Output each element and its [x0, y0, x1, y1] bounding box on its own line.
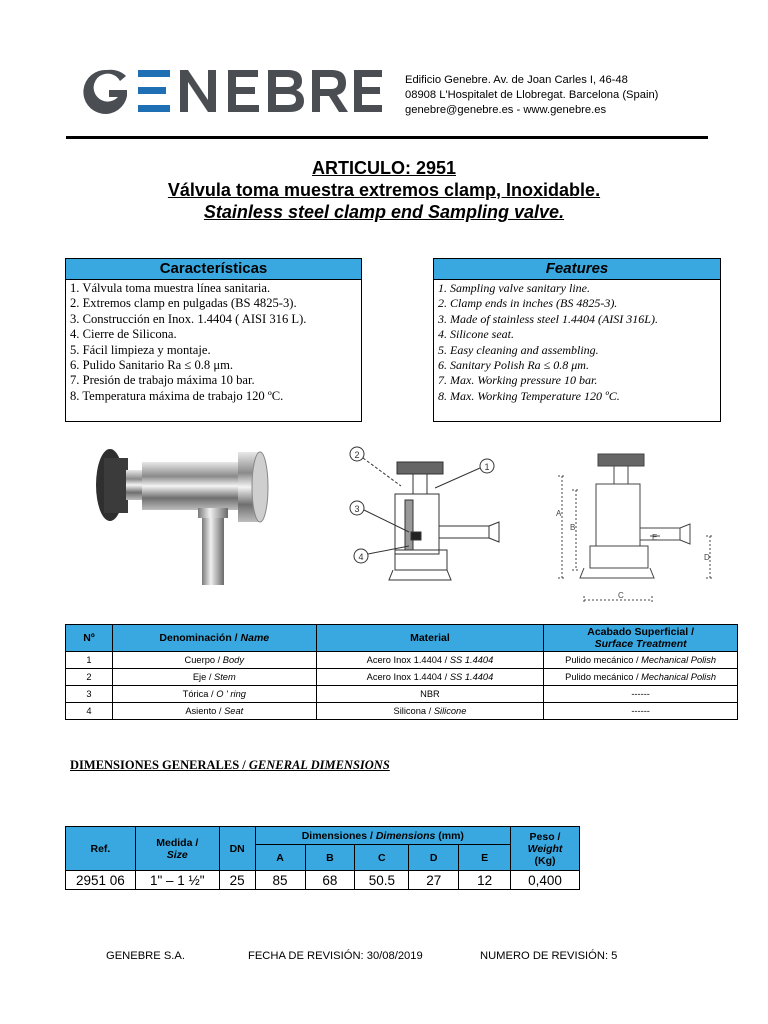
cell-material-es: NBR [420, 689, 440, 699]
parts-table [65, 624, 738, 720]
dimensions-title [70, 758, 390, 773]
list-item: 5. Fácil limpieza y montaje. [70, 342, 211, 357]
list-item: 2. Clamp ends in inches (BS 4825-3). [438, 296, 618, 311]
col-size-en: Size [166, 848, 188, 861]
list-item: 3. Construcción en Inox. 1.4404 ( AISI 316 L). [70, 311, 307, 326]
dim-label-e: E [652, 533, 658, 542]
cell-ref: 2951 06 [66, 871, 136, 890]
col-dimensions [255, 827, 510, 845]
company-address [405, 73, 658, 118]
cell-material-es: Silicona / [393, 706, 434, 716]
cell-finish [544, 703, 738, 720]
cell-finish-es: Pulido mecánico / [565, 655, 642, 665]
cell-name-en: Seat [224, 706, 244, 716]
col-c: C [355, 845, 409, 871]
list-item: 7. Max. Working pressure 10 bar. [438, 373, 598, 388]
cell-material [316, 669, 544, 686]
cell-finish [544, 669, 738, 686]
caracteristicas-heading: Características [66, 259, 361, 280]
cell-material-es: Acero Inox 1.4404 / [366, 672, 450, 682]
parts-header-row [66, 625, 738, 652]
cell-finish-en: Mechanical Polish [641, 672, 717, 682]
product-photo [90, 440, 290, 600]
col-b: B [305, 845, 355, 871]
col-ref: Ref. [66, 827, 136, 871]
footer-revision-number: NUMERO DE REVISIÓN: 5 [480, 950, 618, 962]
table-row [66, 703, 738, 720]
list-item: 4. Cierre de Silicona. [70, 327, 177, 342]
footer-revision-date: FECHA DE REVISIÓN: 30/08/2019 [248, 950, 423, 962]
list-item: 7. Presión de trabajo máxima 10 bar. [70, 373, 255, 388]
cell-name-en: Body [222, 655, 244, 665]
article-subtitle-es: Válvula toma muestra extremos clamp, Inoxidable. [167, 180, 601, 200]
cell-name [112, 703, 316, 720]
cell-name-es: Asiento / [185, 706, 225, 716]
features-box [433, 258, 721, 422]
cell-finish-es: ------ [631, 706, 650, 716]
cell-finish-es: Pulido mecánico / [565, 672, 642, 682]
cell-material [316, 703, 544, 720]
table-row [66, 669, 738, 686]
cell-dn: 25 [219, 871, 255, 890]
col-weight-unit: (Kg) [534, 854, 556, 867]
list-item: 3. Made of stainless steel 1.4404 (AISI 316L). [438, 311, 658, 326]
caracteristicas-list [66, 280, 361, 404]
dimensions-title-en: GENERAL DIMENSIONS [248, 758, 390, 772]
col-e: E [459, 845, 511, 871]
callout-4: 4 [358, 552, 364, 562]
cell-name-es: Cuerpo / [184, 655, 223, 665]
col-material: Material [316, 625, 544, 652]
address-line-1: Edificio Genebre. Av. de Joan Carles I, 46-48 [405, 74, 628, 86]
col-weight-es: Peso / [529, 830, 561, 843]
cell-b: 68 [305, 871, 355, 890]
col-a: A [255, 845, 305, 871]
callout-2: 2 [354, 450, 360, 460]
cell-material-es: Acero Inox 1.4404 / [366, 655, 450, 665]
article-subtitle-en: Stainless steel clamp end Sampling valve. [203, 202, 565, 222]
cell-name-es: Tórica / [182, 689, 217, 699]
address-line-3: genebre@genebre.es - www.genebre.es [405, 104, 607, 116]
col-finish [544, 625, 738, 652]
col-weight [511, 827, 580, 871]
footer-company: GENEBRE S.A. [106, 950, 185, 962]
list-item: 1. Válvula toma muestra línea sanitaria. [70, 281, 271, 295]
list-item: 1. Sampling valve sanitary line. [438, 281, 590, 295]
cell-material-en: SS 1.4404 [449, 655, 494, 665]
dim-label-c: C [618, 591, 624, 600]
cell-d: 27 [409, 871, 459, 890]
cell-name-en: O ' ring [216, 689, 246, 699]
col-dimensions-es: Dimensiones / [301, 829, 376, 842]
col-dn: DN [219, 827, 255, 871]
address-line-2: 08908 L'Hospitalet de Llobregat. Barcelona (Spain) [405, 89, 659, 101]
cell-material-en: SS 1.4404 [449, 672, 494, 682]
dimension-drawing [540, 440, 720, 610]
cell-number: 3 [66, 686, 113, 703]
list-item: 5. Easy cleaning and assembling. [438, 342, 599, 357]
col-dimensions-en: Dimensions [375, 829, 436, 842]
header-divider [66, 136, 708, 139]
col-name-es: Denominación / [159, 632, 241, 644]
dimensions-title-es: DIMENSIONES GENERALES / [70, 758, 249, 772]
cell-finish-es: ------ [631, 689, 650, 699]
cell-finish [544, 652, 738, 669]
col-d: D [409, 845, 459, 871]
col-size-es: Medida / [156, 836, 199, 849]
callout-1: 1 [484, 462, 490, 472]
col-dimensions-unit: (mm) [435, 829, 464, 842]
cell-size: 1" – 1 ½" [135, 871, 219, 890]
cell-number: 1 [66, 652, 113, 669]
table-row [66, 652, 738, 669]
dims-header-row-1 [66, 827, 580, 845]
list-item: 4. Silicone seat. [438, 327, 514, 342]
col-weight-en: Weight [527, 842, 563, 855]
section-drawing [333, 440, 513, 590]
cell-name-en: Stem [214, 672, 236, 682]
cell-material [316, 652, 544, 669]
dim-label-b: B [570, 523, 576, 532]
cell-number: 4 [66, 703, 113, 720]
cell-c: 50.5 [355, 871, 409, 890]
col-name [112, 625, 316, 652]
list-item: 8. Temperatura máxima de trabajo 120 ºC. [70, 388, 284, 403]
callout-3: 3 [354, 504, 360, 514]
list-item: 6. Pulido Sanitario Ra ≤ 0.8 μm. [70, 358, 234, 373]
col-size [135, 827, 219, 871]
cell-finish-en: Mechanical Polish [641, 655, 717, 665]
table-row [66, 871, 580, 890]
dim-label-a: A [556, 509, 562, 518]
features-heading: Features [434, 259, 720, 280]
cell-material [316, 686, 544, 703]
caracteristicas-box [65, 258, 362, 422]
col-finish-en: Surface Treatment [594, 638, 687, 650]
article-title: ARTICULO: 2951 [311, 158, 457, 178]
cell-weight: 0,400 [511, 871, 580, 890]
cell-name [112, 686, 316, 703]
dim-label-d: D [704, 553, 710, 562]
cell-a: 85 [255, 871, 305, 890]
cell-finish [544, 686, 738, 703]
cell-e: 12 [459, 871, 511, 890]
genebre-logo [82, 66, 382, 116]
features-list [434, 280, 720, 404]
col-name-en: Name [240, 632, 270, 644]
cell-name [112, 652, 316, 669]
table-row [66, 686, 738, 703]
cell-material-en: Silicone [433, 706, 467, 716]
col-number: Nº [66, 625, 113, 652]
dimensions-table [65, 826, 580, 890]
list-item: 2. Extremos clamp en pulgadas (BS 4825-3). [70, 296, 297, 311]
cell-name-es: Eje / [192, 672, 215, 682]
list-item: 6. Sanitary Polish Ra ≤ 0.8 μm. [438, 358, 589, 373]
cell-name [112, 669, 316, 686]
list-item: 8. Max. Working Temperature 120 ºC. [438, 388, 620, 403]
col-finish-es: Acabado Superficial / [587, 626, 695, 638]
cell-number: 2 [66, 669, 113, 686]
